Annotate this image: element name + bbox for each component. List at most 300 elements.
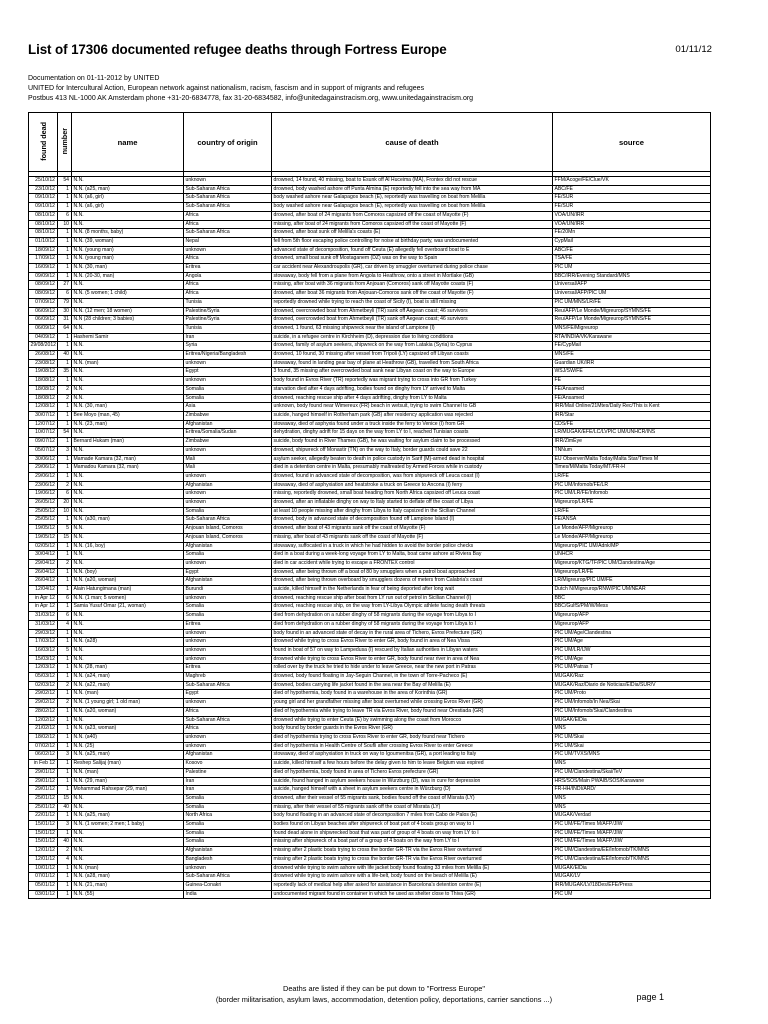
cell-found-dead: 21/02/12 xyxy=(29,725,58,734)
cell-name: N.N. (a28, man) xyxy=(72,873,184,882)
cell-number: 1 xyxy=(58,568,72,577)
table-row xyxy=(29,220,711,229)
cell-source: IRR/ZimEye xyxy=(553,438,711,447)
cell-name: N.N. xyxy=(72,377,184,386)
cell-source: FE/Ansamed xyxy=(553,385,711,394)
table-row xyxy=(29,629,711,638)
table-row xyxy=(29,411,711,420)
cell-number: 20 xyxy=(58,499,72,508)
cell-number: 1 xyxy=(58,655,72,664)
cell-number: 1 xyxy=(58,768,72,777)
table-row xyxy=(29,281,711,290)
table-row xyxy=(29,429,711,438)
cell-found-dead: 15/01/12 xyxy=(29,838,58,847)
cell-cause-of-death: missing, after boat with 36 migrants from Anjouan (Comoros) sank off Mayotte coasts (F) xyxy=(272,281,553,290)
table-row xyxy=(29,603,711,612)
cell-name: N.N. (1 young girl; 1 old man) xyxy=(72,699,184,708)
table-row xyxy=(29,612,711,621)
cell-cause-of-death: body found floating in an advanced state of decomposition 7 miles from Cabo de Palos (E) xyxy=(272,812,553,821)
table-row xyxy=(29,177,711,186)
cell-found-dead: 12/01/12 xyxy=(29,847,58,856)
cell-found-dead: 09/10/12 xyxy=(29,194,58,203)
cell-number: 4 xyxy=(58,855,72,864)
cell-source: PIC UM/LR/FE/Infomob xyxy=(553,490,711,499)
cell-number: 35 xyxy=(58,368,72,377)
table-row xyxy=(29,359,711,368)
cell-country-of-origin: Afghanistan xyxy=(184,481,272,490)
table-row xyxy=(29,490,711,499)
cell-number: 1 xyxy=(58,438,72,447)
cell-name: N.N. (a30, man) xyxy=(72,516,184,525)
cell-cause-of-death: drowned, body in advanced state of decomposition found off Lampione Island (I) xyxy=(272,516,553,525)
cell-cause-of-death: body found by border guards in the Evros River (GR) xyxy=(272,725,553,734)
cell-number: 27 xyxy=(58,281,72,290)
cell-country-of-origin: Nepal xyxy=(184,237,272,246)
table-row xyxy=(29,786,711,795)
cell-country-of-origin: Eritrea/Nigeria/Bangladesh xyxy=(184,351,272,360)
cell-number: 1 xyxy=(58,725,72,734)
cell-name: N.N. (man) xyxy=(72,690,184,699)
table-row xyxy=(29,211,711,220)
cell-name: N.N. (12 men; 18 women) xyxy=(72,307,184,316)
cell-source: FE/20Mn xyxy=(553,229,711,238)
cell-source: PIC UM/Proto xyxy=(553,690,711,699)
cell-number: 1 xyxy=(58,603,72,612)
cell-name: N.N. (a28) xyxy=(72,638,184,647)
cell-number: 1 xyxy=(58,829,72,838)
cell-found-dead: 29/06/12 xyxy=(29,472,58,481)
cell-name: N.N. (young man) xyxy=(72,255,184,264)
cell-found-dead: 31/03/12 xyxy=(29,612,58,621)
cell-name: N.N. (a25, man) xyxy=(72,185,184,194)
cell-country-of-origin: unknown xyxy=(184,559,272,568)
cell-name: N.N. xyxy=(72,211,184,220)
cell-found-dead: 06/09/12 xyxy=(29,316,58,325)
table-row xyxy=(29,385,711,394)
cell-name: N.N. xyxy=(72,446,184,455)
cell-country-of-origin: Somalia xyxy=(184,603,272,612)
cell-source: Migreurop/LR/FE xyxy=(553,568,711,577)
table-row xyxy=(29,351,711,360)
cell-number: 1 xyxy=(58,359,72,368)
cell-country-of-origin: Eritrea xyxy=(184,264,272,273)
cell-name: N.N. xyxy=(72,490,184,499)
cell-cause-of-death: found in boat of 57 on way to Lampedusa (I) rescued by Italian authorities in Libyan waters xyxy=(272,646,553,655)
cell-number: 1 xyxy=(58,516,72,525)
cell-cause-of-death: suicide, killed himself a few hours before the delay given to him to leave Belgium was expired xyxy=(272,760,553,769)
cell-found-dead: 16/09/12 xyxy=(29,264,58,273)
table-row xyxy=(29,446,711,455)
table-row xyxy=(29,229,711,238)
cell-found-dead: 29/01/12 xyxy=(29,768,58,777)
cell-source: PIC UM/Clandestina/EE/Infomob/TK/MNS xyxy=(553,847,711,856)
cell-source: IRR/Mail Online/21Mtes/Daily Rec/This is Kent xyxy=(553,403,711,412)
cell-found-dead: 06/02/12 xyxy=(29,751,58,760)
cell-source: Migreurop/AFP xyxy=(553,612,711,621)
cell-source: PIC UM/FE/Times M/AFP/JIW xyxy=(553,829,711,838)
cell-country-of-origin: unknown xyxy=(184,629,272,638)
cell-found-dead: 25/01/12 xyxy=(29,803,58,812)
cell-cause-of-death: drowned, family of asylum seekers, shipwreck on the way from Latakia (Syria) to Cyprus xyxy=(272,342,553,351)
cell-source: Universal/AFP/PIC UM xyxy=(553,290,711,299)
cell-country-of-origin: unknown xyxy=(184,864,272,873)
cell-found-dead: 23/06/12 xyxy=(29,481,58,490)
cell-name: N.N. xyxy=(72,716,184,725)
cell-number: 4 xyxy=(58,620,72,629)
cell-name: N.N. xyxy=(72,281,184,290)
cell-source: Migreurop/LR/FE xyxy=(553,499,711,508)
cell-cause-of-death: stowaway, died of asphyxia found under a truck inside the ferry to Venice (I) from GR xyxy=(272,420,553,429)
cell-name: N.N. xyxy=(72,342,184,351)
cell-number: 3 xyxy=(58,446,72,455)
cell-source: MUGAK/Raz/Diario de Noticias/ElDia/SUR/V xyxy=(553,681,711,690)
cell-cause-of-death: drowned, body washed ashore off Punta Almina (E) reportedly fell into the sea way from MA xyxy=(272,185,553,194)
cell-country-of-origin: North Africa xyxy=(184,812,272,821)
cell-country-of-origin: unknown xyxy=(184,246,272,255)
cell-name: N.N. (a25, man) xyxy=(72,812,184,821)
cell-found-dead: 12/03/12 xyxy=(29,664,58,673)
table-row xyxy=(29,255,711,264)
cell-country-of-origin: unknown xyxy=(184,646,272,655)
cell-found-dead: 29/06/12 xyxy=(29,464,58,473)
cell-name: N.N. (29, man) xyxy=(72,777,184,786)
cell-source: MNS xyxy=(553,794,711,803)
cell-cause-of-death: body found in Evros River (TR) reportedly was migrant trying to cross into GR from Turkey xyxy=(272,377,553,386)
header-found-dead: found dead xyxy=(29,113,58,172)
table-row xyxy=(29,464,711,473)
cell-cause-of-death: drowned while trying to swim ashore with life jacket body found floating 33 miles from Melilla (E) xyxy=(272,864,553,873)
cell-number: 1 xyxy=(58,542,72,551)
cell-number: 30 xyxy=(58,307,72,316)
cell-source: MNS/FE xyxy=(553,351,711,360)
header-country-of-origin: country of origin xyxy=(184,113,272,172)
cell-name: N.N. xyxy=(72,829,184,838)
cell-number: 1 xyxy=(58,890,72,899)
cell-number: 1 xyxy=(58,342,72,351)
cell-country-of-origin: Kosovo xyxy=(184,760,272,769)
cell-name: N.N. xyxy=(72,177,184,186)
cell-cause-of-death: dehydration, dinghy adrift for 15 days on the way from LY to I, reached Tunisian coasts xyxy=(272,429,553,438)
cell-source: MNS xyxy=(553,725,711,734)
cell-source: PIC UM/Infomob/Skai/Clandestina xyxy=(553,707,711,716)
cell-found-dead: 26/05/12 xyxy=(29,499,58,508)
cell-country-of-origin: Egypt xyxy=(184,568,272,577)
cell-source: LR/FE xyxy=(553,472,711,481)
table-row xyxy=(29,821,711,830)
cell-name: Bee Moyo (man, 45) xyxy=(72,411,184,420)
cell-cause-of-death: drowned, 14 found, 40 missing, boat to Esunk off Al Huceima (MA), Frontex did not rescue xyxy=(272,177,553,186)
cell-number: 1 xyxy=(58,629,72,638)
cell-found-dead: 19/05/12 xyxy=(29,525,58,534)
cell-source: UNHCR xyxy=(553,551,711,560)
table-row xyxy=(29,499,711,508)
cell-found-dead: 18/08/12 xyxy=(29,394,58,403)
cell-found-dead: 10/07/12 xyxy=(29,429,58,438)
cell-source: FE/Ansamed xyxy=(553,394,711,403)
cell-source: Reu/AFP/Le Monde/Migreurop/SYMNS/FE xyxy=(553,307,711,316)
cell-country-of-origin: unknown xyxy=(184,377,272,386)
cell-cause-of-death: drowned, 1 found, 63 missing shipwreck near the island of Lampione (I) xyxy=(272,324,553,333)
cell-found-dead: 12/04/12 xyxy=(29,586,58,595)
cell-country-of-origin: unknown xyxy=(184,638,272,647)
cell-source: LR/Migreurop/PIC UM/FE xyxy=(553,577,711,586)
cell-found-dead: 08/09/12 xyxy=(29,281,58,290)
cell-source: Guardian UK/IRR xyxy=(553,359,711,368)
cell-number: 1 xyxy=(58,255,72,264)
table-row xyxy=(29,525,711,534)
cell-country-of-origin: unknown xyxy=(184,699,272,708)
cell-number: 1 xyxy=(58,760,72,769)
cell-name: N.N. (man) xyxy=(72,359,184,368)
cell-cause-of-death: drowned, small boat sunk off Mostaganem (DZ) was on the way to Spain xyxy=(272,255,553,264)
cell-country-of-origin: Afghanistan xyxy=(184,751,272,760)
table-row xyxy=(29,855,711,864)
cell-number: 1 xyxy=(58,742,72,751)
cell-found-dead: 19/08/12 xyxy=(29,368,58,377)
cell-cause-of-death: died of hypothermia in Health Centre of Soufli after crossing Evros River to enter Greece xyxy=(272,742,553,751)
cell-name: N.N. xyxy=(72,655,184,664)
table-row xyxy=(29,638,711,647)
cell-number: 1 xyxy=(58,577,72,586)
cell-source: FE/SUR xyxy=(553,203,711,212)
cell-cause-of-death: body washed ashore near Galapagos beach (E), reportedly was travelling on boat from Melilla xyxy=(272,203,553,212)
cell-source: MUGAK/ElDia xyxy=(553,864,711,873)
cell-found-dead: 26/04/12 xyxy=(29,577,58,586)
cell-found-dead: 09/10/12 xyxy=(29,203,58,212)
cell-number: 1 xyxy=(58,586,72,595)
table-row xyxy=(29,377,711,386)
cell-number: 6 xyxy=(58,594,72,603)
cell-number: 1 xyxy=(58,690,72,699)
cell-country-of-origin: unknown xyxy=(184,594,272,603)
cell-number: 10 xyxy=(58,220,72,229)
cell-source: LR/MUGAK/EFE/LC/LVPIC UM/UNHCR/INS xyxy=(553,429,711,438)
cell-found-dead: 19/05/12 xyxy=(29,533,58,542)
cell-name: N.N. (25) xyxy=(72,742,184,751)
cell-country-of-origin: Sub-Saharan Africa xyxy=(184,716,272,725)
cell-name: N.N. xyxy=(72,481,184,490)
cell-source: HRS/SOS/Main PWAIB/SOS/Karawane xyxy=(553,777,711,786)
cell-found-dead: 30/04/12 xyxy=(29,551,58,560)
cell-name: N.N. xyxy=(72,838,184,847)
cell-name: N.N. (28, man) xyxy=(72,664,184,673)
cell-cause-of-death: drowned, overcrowded boat from Ahmetbeyli (TR) sank off Aegean coast; 46 survivors xyxy=(272,316,553,325)
cell-cause-of-death: 3 found, 35 missing after overcrowded boat sank near Libyan coast on the way to Europe xyxy=(272,368,553,377)
cell-name: N.N. xyxy=(72,794,184,803)
cell-cause-of-death: died of hypothermia while trying to leave TR via Evros River, body found near Orestiada (GR) xyxy=(272,707,553,716)
cell-name: Mamadou Kamara (32, man) xyxy=(72,464,184,473)
table-row xyxy=(29,646,711,655)
cell-country-of-origin: Sub-Saharan Africa xyxy=(184,516,272,525)
cell-name: N.N. xyxy=(72,220,184,229)
header-number: number xyxy=(58,113,72,172)
cell-name: N.N. (a40) xyxy=(72,734,184,743)
cell-source: Le Monde/AFP/Migreurop xyxy=(553,533,711,542)
cell-cause-of-death: missing after 2 plastic boats trying to cross the border GR-TR via the Evros River overturned xyxy=(272,847,553,856)
cell-found-dead: 25/05/12 xyxy=(29,516,58,525)
cell-name: N.N. xyxy=(72,368,184,377)
cell-source: PIC UM/Skai xyxy=(553,734,711,743)
cell-country-of-origin: Somalia xyxy=(184,803,272,812)
table-row xyxy=(29,394,711,403)
table-row xyxy=(29,559,711,568)
cell-number: 1 xyxy=(58,203,72,212)
cell-country-of-origin: unknown xyxy=(184,359,272,368)
cell-found-dead: 02/03/12 xyxy=(29,681,58,690)
intro-line: Documentation on 01-11-2012 by UNITED xyxy=(28,75,160,82)
document-title: List of 17306 documented refugee deaths through Fortress Europe xyxy=(28,42,447,57)
table-row xyxy=(29,203,711,212)
cell-cause-of-death: drowned, reaching rescue ship after 4 days adrifting, dinghy from LY to Malta xyxy=(272,394,553,403)
cell-country-of-origin: Iran xyxy=(184,786,272,795)
cell-cause-of-death: drowned, after boat sunk off Melilla's coasts (E) xyxy=(272,229,553,238)
cell-country-of-origin: Somalia xyxy=(184,394,272,403)
cell-source: MUGAK/Verdad xyxy=(553,812,711,821)
cell-number: 1 xyxy=(58,185,72,194)
cell-number: 1 xyxy=(58,551,72,560)
cell-name: N.N. xyxy=(72,472,184,481)
cell-source: FFM/Acoge/FE/Clue/VK xyxy=(553,177,711,186)
cell-source: Universal/AFP xyxy=(553,281,711,290)
cell-cause-of-death: drowned, bodies carrying life jacket found in the sea near the Bay of Melilla (E) xyxy=(272,681,553,690)
table-row xyxy=(29,246,711,255)
cell-source: FE/CypMail xyxy=(553,342,711,351)
table-row xyxy=(29,620,711,629)
cell-name: N.N. xyxy=(72,803,184,812)
cell-cause-of-death: drowned, after being thrown off a boat of 80 by smugglers when a patrol boat approached xyxy=(272,568,553,577)
cell-found-dead: 26/04/12 xyxy=(29,568,58,577)
cell-country-of-origin: Eritrea/Somalia/Sudan xyxy=(184,429,272,438)
cell-found-dead: 04/09/12 xyxy=(29,333,58,342)
cell-number: 1 xyxy=(58,734,72,743)
cell-country-of-origin: Iran xyxy=(184,777,272,786)
cell-name: N.N. (5 women; 1 child) xyxy=(72,290,184,299)
table-row xyxy=(29,237,711,246)
cell-found-dead: 15/03/12 xyxy=(29,655,58,664)
table-row xyxy=(29,533,711,542)
cell-cause-of-death: drowned, after their vessel of 55 migrants sank, bodies found off the coast of Misrata (LY) xyxy=(272,794,553,803)
cell-found-dead: 08/10/12 xyxy=(29,229,58,238)
cell-number: 5 xyxy=(58,525,72,534)
table-row xyxy=(29,768,711,777)
cell-cause-of-death: drowned, after boat of 24 migrants from Comoros capsized off the coast of Mayotte (F) xyxy=(272,211,553,220)
table-row xyxy=(29,847,711,856)
cell-source: PIC UM/Skai xyxy=(553,742,711,751)
cell-source: PIC UM/Patras T xyxy=(553,664,711,673)
cell-cause-of-death: drowned, after an inflatable dinghy on way to Italy started to deflate off the coast of Libya xyxy=(272,499,553,508)
cell-name: Hashemi Samir xyxy=(72,333,184,342)
cell-cause-of-death: suicide, found hanged in asylum seekers house in Wurzburg (D), was in cure for depression xyxy=(272,777,553,786)
cell-number: 1 xyxy=(58,864,72,873)
cell-name: N.N. xyxy=(72,551,184,560)
cell-country-of-origin: Afghanistan xyxy=(184,420,272,429)
cell-source: VOA/UN/IRR xyxy=(553,220,711,229)
cell-found-dead: 15/01/12 xyxy=(29,829,58,838)
cell-found-dead: 12/07/12 xyxy=(29,420,58,429)
header-source: source xyxy=(553,113,711,172)
table-row xyxy=(29,777,711,786)
cell-source: PIC UM/Age/Clandestina xyxy=(553,629,711,638)
table-header-row xyxy=(29,113,711,172)
cell-found-dead: 18/08/12 xyxy=(29,377,58,386)
table-row xyxy=(29,890,711,899)
cell-country-of-origin: Africa xyxy=(184,281,272,290)
cell-country-of-origin: Somalia xyxy=(184,829,272,838)
table-row xyxy=(29,673,711,682)
cell-found-dead: 29/02/12 xyxy=(29,699,58,708)
cell-country-of-origin: Africa xyxy=(184,725,272,734)
cell-found-dead: 18/08/12 xyxy=(29,385,58,394)
cell-number: 10 xyxy=(58,507,72,516)
cell-name: N.N. xyxy=(72,646,184,655)
cell-cause-of-death: drowned, reaching rescue ship, on the way from LY-Libya Olympic athlete facing death threats xyxy=(272,603,553,612)
table-row xyxy=(29,568,711,577)
cell-name: N.N. (a23, woman) xyxy=(72,725,184,734)
cell-number: 1 xyxy=(58,673,72,682)
cell-cause-of-death: stowaway, body fell from a plane from Angola to Heathrow, onto a street in Mortlake (GB) xyxy=(272,272,553,281)
cell-name: N.N. xyxy=(72,847,184,856)
cell-name: N.N. (55) xyxy=(72,890,184,899)
cell-found-dead: 29/03/12 xyxy=(29,629,58,638)
cell-found-dead: in Feb 12 xyxy=(29,760,58,769)
cell-cause-of-death: drowned, after boat 36 migrants from Anjouan-Comoros sank off the coast of Mayotte (F) xyxy=(272,290,553,299)
cell-cause-of-death: drowned, 10 found, 30 missing after vessel from Tripoli (LY) capsized off Libyan coasts xyxy=(272,351,553,360)
cell-name: N.N. (a6, girl) xyxy=(72,194,184,203)
cell-country-of-origin: unknown xyxy=(184,446,272,455)
cell-country-of-origin: Africa xyxy=(184,255,272,264)
cell-name: N.N. xyxy=(72,533,184,542)
cell-cause-of-death: suicide, body found in River Thames (GB), he was waiting for asylum claim to be processed xyxy=(272,438,553,447)
cell-country-of-origin: Africa xyxy=(184,211,272,220)
cell-found-dead: 18/09/12 xyxy=(29,246,58,255)
cell-country-of-origin: Africa xyxy=(184,290,272,299)
document-date: 01/11/12 xyxy=(675,44,712,55)
table-row xyxy=(29,333,711,342)
cell-source: PIC UM/Infomob/FE/LR xyxy=(553,481,711,490)
table-row xyxy=(29,194,711,203)
cell-country-of-origin: Sub-Saharan Africa xyxy=(184,203,272,212)
cell-country-of-origin: Somalia xyxy=(184,385,272,394)
table-row xyxy=(29,838,711,847)
table-row xyxy=(29,881,711,890)
cell-country-of-origin: Afghanistan xyxy=(184,577,272,586)
cell-number: 2 xyxy=(58,394,72,403)
cell-name: N.N. (young man) xyxy=(72,246,184,255)
cell-found-dead: 31/03/12 xyxy=(29,620,58,629)
cell-country-of-origin: Egypt xyxy=(184,690,272,699)
cell-cause-of-death: reportedly drowned while trying to reach the coast of Sicily (I), boat is still missing xyxy=(272,298,553,307)
cell-cause-of-death: died from dehydration on a rubber dinghy of 58 migrants during the voyage from Libya to I xyxy=(272,612,553,621)
cell-cause-of-death: missing, after boat of 24 migrants from Comoros capsized off the coast of Mayotte (F) xyxy=(272,220,553,229)
table-row xyxy=(29,577,711,586)
cell-cause-of-death: at least 10 people missing after dinghy from Libya to Italy capsized in the Sicilian Channel xyxy=(272,507,553,516)
cell-cause-of-death: drowned, reaching rescue ship after boat from LY run out of petrol in Sicilian Channel (I) xyxy=(272,594,553,603)
table-row xyxy=(29,699,711,708)
table-row xyxy=(29,264,711,273)
cell-name: N.N. xyxy=(72,612,184,621)
cell-number: 1 xyxy=(58,272,72,281)
cell-found-dead: 02/05/12 xyxy=(29,542,58,551)
cell-number: 2 xyxy=(58,699,72,708)
table-row xyxy=(29,455,711,464)
cell-name: N.N. xyxy=(72,324,184,333)
cell-country-of-origin: Sub-Saharan Africa xyxy=(184,194,272,203)
header-name: name xyxy=(72,113,184,172)
cell-cause-of-death: died of hypothermia trying to cross Evros River to enter GR, body found near Tichero xyxy=(272,734,553,743)
cell-found-dead: 06/09/12 xyxy=(29,307,58,316)
table-row xyxy=(29,690,711,699)
cell-number: 15 xyxy=(58,794,72,803)
